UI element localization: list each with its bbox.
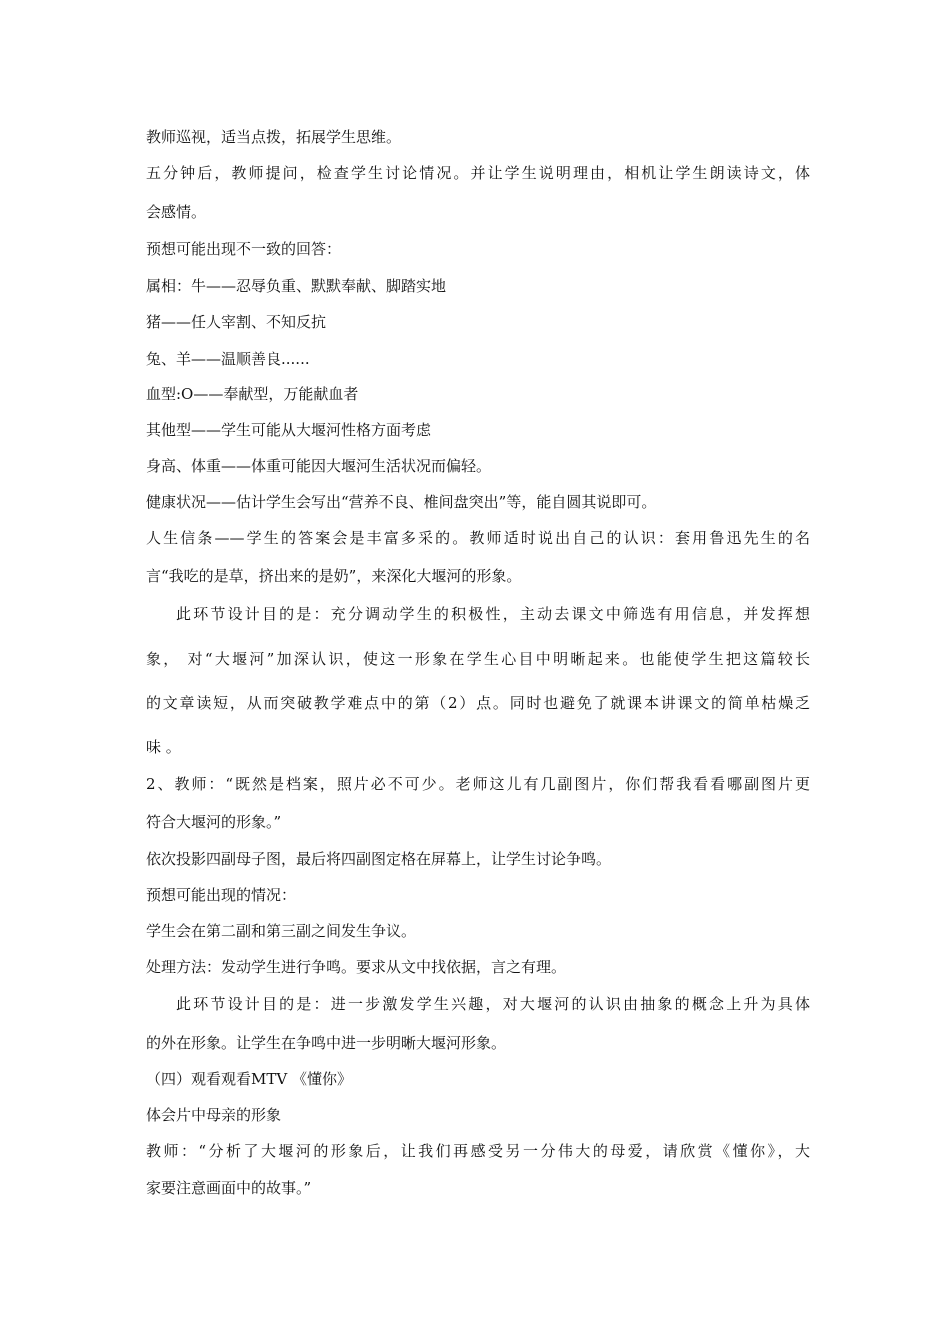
text-line: 的外在形象。让学生在争鸣中进一步明晰大堰河形象。 xyxy=(146,1034,507,1052)
text-line: 血型:O——奉献型，万能献血者 xyxy=(146,385,359,403)
text-line: 属相：牛——忍辱负重、默默奉献、脚踏实地 xyxy=(146,277,447,295)
text-line: 预想可能出现的情况： xyxy=(146,886,297,904)
text-line: 预想可能出现不一致的回答： xyxy=(146,240,342,258)
text-line: 处理方法：发动学生进行争鸣。要求从文中找依据，言之有理。 xyxy=(146,958,567,976)
text-line: 兔、羊——温顺善良...... xyxy=(146,350,310,368)
text-line: 其他型——学生可能从大堰河性格方面考虑 xyxy=(146,421,432,439)
text-line: 2、教师：“既然是档案，照片必不可少。老师这儿有几副图片，你们帮我看看哪副图片更 xyxy=(146,775,810,793)
section-heading: （四）观看观看MTV 《懂你》 xyxy=(146,1070,352,1088)
text-line: 健康状况——估计学生会写出“营养不良、椎间盘突出”等，能自圆其说即可。 xyxy=(146,493,657,511)
text-line: 依次投影四副母子图，最后将四副图定格在屏幕上，让学生讨论争鸣。 xyxy=(146,850,612,868)
text-line: 教师巡视，适当点拨，拓展学生思维。 xyxy=(146,128,402,146)
text-line: 符合大堰河的形象。” xyxy=(146,813,282,831)
text-line: 象， 对“大堰河”加深认识，使这一形象在学生心目中明晰起来。也能使学生把这篇较长 xyxy=(146,650,810,668)
text-line: 五分钟后，教师提问，检查学生讨论情况。并让学生说明理由，相机让学生朗读诗文，体 xyxy=(146,164,810,182)
text-line: 体会片中母亲的形象 xyxy=(146,1106,282,1124)
text-line: 的文章读短，从而突破教学难点中的第（2）点。同时也避免了就课本讲课文的简单枯燥乏 xyxy=(146,694,810,712)
text-line: 教师：“分析了大堰河的形象后，让我们再感受另一分伟大的母爱，请欣赏《懂你》，大 xyxy=(146,1142,810,1160)
text-line: 身高、体重——体重可能因大堰河生活状况而偏轻。 xyxy=(146,457,492,475)
text-line: 人生信条——学生的答案会是丰富多采的。教师适时说出自己的认识：套用鲁迅先生的名 xyxy=(146,529,810,547)
text-line: 言“我吃的是草，挤出来的是奶”，来深化大堰河的形象。 xyxy=(146,567,522,585)
text-line: 此环节设计目的是：充分调动学生的积极性，主动去课文中筛选有用信息，并发挥想 xyxy=(176,605,810,623)
text-line: 学生会在第二副和第三副之间发生争议。 xyxy=(146,922,417,940)
text-line: 味 。 xyxy=(146,738,181,756)
text-line: 猪——任人宰割、不知反抗 xyxy=(146,313,327,331)
text-line: 家要注意画面中的故事。” xyxy=(146,1179,312,1197)
text-line: 会感情。 xyxy=(146,203,207,221)
text-line: 此环节设计目的是：进一步激发学生兴趣，对大堰河的认识由抽象的概念上升为具体 xyxy=(176,995,810,1013)
